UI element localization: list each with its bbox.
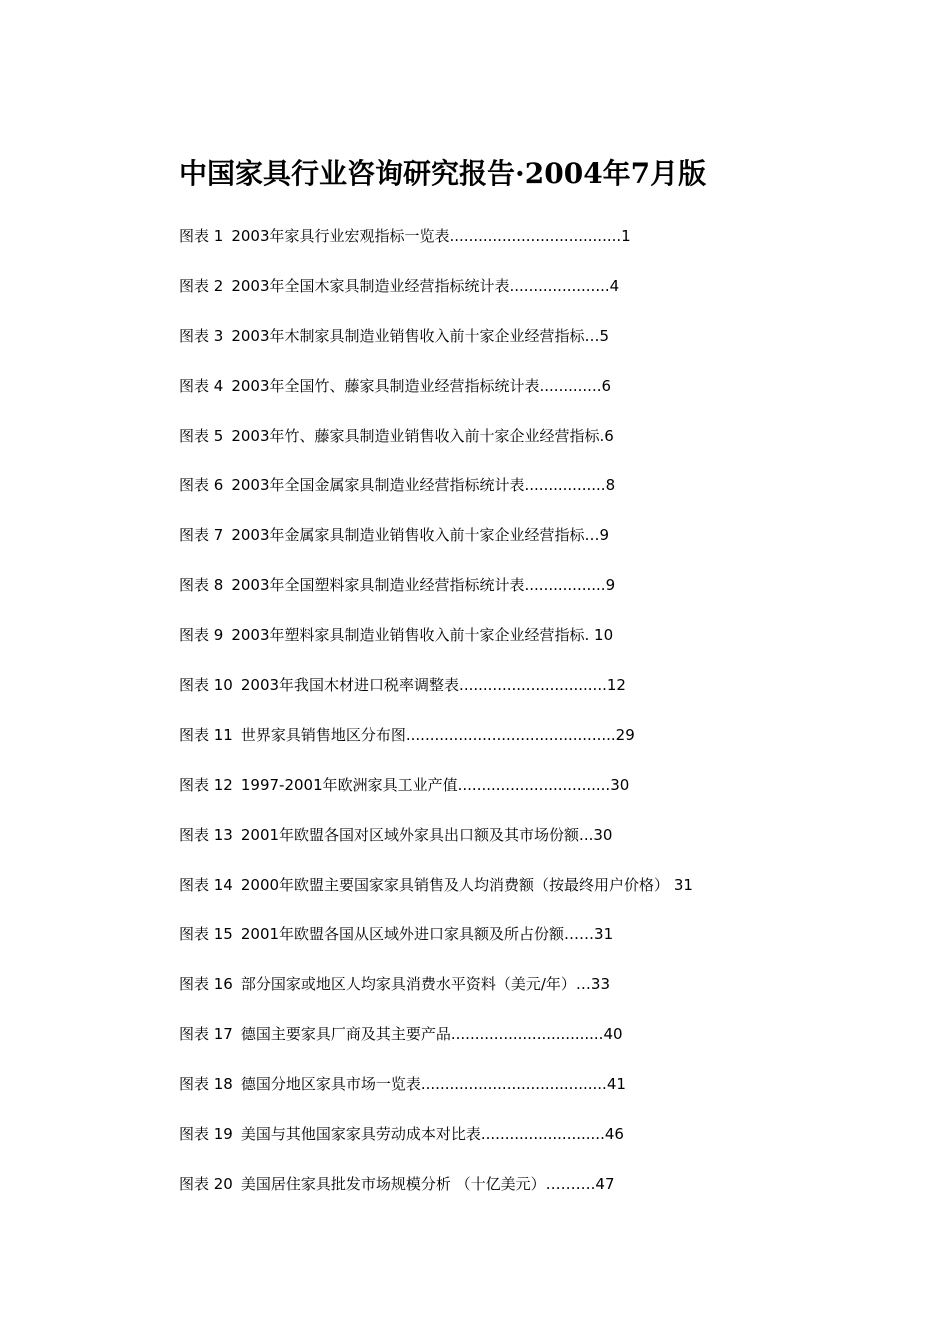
toc-entry[interactable] [179, 972, 693, 1022]
dot-leader: ................................ [457, 775, 611, 794]
dot-leader: ............. [539, 376, 602, 395]
toc-entry[interactable] [179, 1072, 693, 1122]
figure-number: 图表 16 [179, 975, 233, 994]
page-number: 6 [604, 426, 614, 445]
toc-entry[interactable] [179, 324, 693, 374]
figure-number: 图表 6 [179, 476, 224, 495]
figure-number: 图表 17 [179, 1025, 233, 1044]
figure-number: 图表 8 [179, 576, 224, 595]
table-of-figures [179, 224, 693, 1222]
dot-leader: ..................... [509, 276, 610, 295]
figure-caption: 2003年金属家具制造业销售收入前十家企业经营指标 [231, 526, 585, 545]
figure-number: 图表 15 [179, 925, 233, 944]
page-number: 12 [606, 676, 626, 695]
page-number: 41 [606, 1075, 626, 1094]
figure-caption: 2003年全国金属家具制造业经营指标统计表 [231, 476, 525, 495]
figure-caption: 2003年竹、藤家具制造业销售收入前十家企业经营指标 [231, 426, 600, 445]
toc-entry[interactable] [179, 823, 693, 873]
toc-entry[interactable] [179, 573, 693, 623]
document-title: 中国家具行业咨询研究报告·2004年7月版 [179, 157, 707, 190]
figure-caption: 德国分地区家具市场一览表 [240, 1075, 421, 1094]
page-number: 9 [605, 576, 616, 595]
figure-number: 图表 19 [179, 1125, 233, 1144]
page-number: 47 [595, 1174, 615, 1193]
toc-entry[interactable] [179, 673, 693, 723]
figure-number: 图表 3 [179, 326, 224, 345]
toc-entry[interactable] [179, 523, 693, 573]
page-number: 4 [609, 276, 620, 295]
figure-caption: 2003年塑料家具制造业销售收入前十家企业经营指标 [231, 626, 585, 645]
dot-leader: ................. [524, 476, 606, 495]
figure-number: 图表 5 [179, 426, 224, 445]
figure-caption: 2003年全国木家具制造业经营指标统计表 [231, 276, 510, 295]
page-number: 40 [603, 1025, 623, 1044]
page-number: 31 [594, 925, 614, 944]
dot-leader: .................................... [449, 227, 622, 245]
toc-entry[interactable] [179, 873, 693, 923]
page-number: 9 [599, 526, 610, 545]
figure-number: 图表 4 [179, 376, 224, 395]
dot-leader: .......................... [480, 1125, 605, 1144]
dot-leader: … [584, 526, 600, 545]
figure-number: 图表 18 [179, 1075, 233, 1094]
figure-number: 图表 7 [179, 526, 224, 545]
page-number: 30 [593, 825, 613, 844]
figure-number: 图表 1 [179, 227, 224, 245]
dot-leader: . [584, 626, 595, 645]
figure-caption: 2003年家具行业宏观指标一览表 [231, 227, 450, 245]
page-number: 1 [621, 227, 631, 245]
toc-entry[interactable] [179, 773, 693, 823]
figure-number: 图表 14 [179, 875, 233, 894]
dot-leader: ………. [545, 1174, 596, 1193]
figure-caption: 2003年我国木材进口税率调整表 [240, 676, 460, 695]
dot-leader: ............................... [459, 676, 607, 695]
figure-number: 图表 9 [179, 626, 224, 645]
dot-leader: ... [579, 825, 594, 844]
figure-caption: 世界家具销售地区分布图 [240, 725, 406, 744]
figure-caption: 德国主要家具厂商及其主要产品 [240, 1025, 451, 1044]
toc-entry[interactable] [179, 922, 693, 972]
page-number: 10 [594, 626, 614, 645]
page-number: 29 [615, 725, 635, 744]
dot-leader: ................. [524, 576, 606, 595]
figure-caption: 2000年欧盟主要国家家具销售及人均消费额（按最终用户价格） [240, 875, 670, 894]
toc-entry[interactable] [179, 723, 693, 773]
figure-caption: 部分国家或地区人均家具消费水平资料（美元/年） [240, 975, 576, 994]
dot-leader: … [584, 326, 600, 345]
dot-leader: …… [564, 925, 595, 944]
figure-caption: 美国与其他国家家具劳动成本对比表 [240, 1125, 481, 1144]
toc-entry[interactable] [179, 424, 693, 474]
page-number: 33 [590, 975, 611, 994]
dot-leader: . [599, 426, 605, 445]
figure-number: 图表 10 [179, 676, 233, 695]
figure-caption: 2001年欧盟各国对区域外家具出口额及其市场份额 [240, 825, 580, 844]
page-number: 31 [673, 875, 693, 894]
figure-number: 图表 2 [179, 276, 224, 295]
figure-number: 图表 13 [179, 825, 233, 844]
toc-entry[interactable] [179, 473, 693, 523]
figure-caption: 2001年欧盟各国从区域外进口家具额及所占份额 [240, 925, 565, 944]
toc-entry[interactable] [179, 1122, 693, 1172]
page-number: 8 [605, 476, 616, 495]
page-number: 46 [604, 1125, 624, 1144]
toc-entry[interactable] [179, 1172, 693, 1222]
toc-entry[interactable] [179, 1022, 693, 1072]
toc-entry[interactable] [179, 224, 693, 274]
figure-number: 图表 12 [179, 775, 233, 794]
toc-entry[interactable] [179, 374, 693, 424]
figure-caption: 美国居住家具批发市场规模分析 （十亿美元） [240, 1174, 546, 1193]
toc-entry[interactable] [179, 623, 693, 673]
page-number: 5 [599, 326, 610, 345]
dot-leader: ............................................ [405, 725, 616, 744]
page-number: 30 [610, 775, 630, 794]
toc-entry[interactable] [179, 274, 693, 324]
figure-caption: 2003年全国塑料家具制造业经营指标统计表 [231, 576, 525, 595]
figure-caption: 2003年木制家具制造业销售收入前十家企业经营指标 [231, 326, 585, 345]
dot-leader: ................................ [450, 1025, 604, 1044]
dot-leader: … [575, 975, 591, 994]
page-number: 6 [601, 376, 612, 395]
figure-number: 图表 11 [179, 725, 233, 744]
figure-caption: 1997-2001年欧洲家具工业产值 [240, 775, 458, 794]
figure-caption: 2003年全国竹、藤家具制造业经营指标统计表 [231, 376, 540, 395]
figure-number: 图表 20 [179, 1174, 233, 1193]
dot-leader: ....................................... [420, 1075, 607, 1094]
